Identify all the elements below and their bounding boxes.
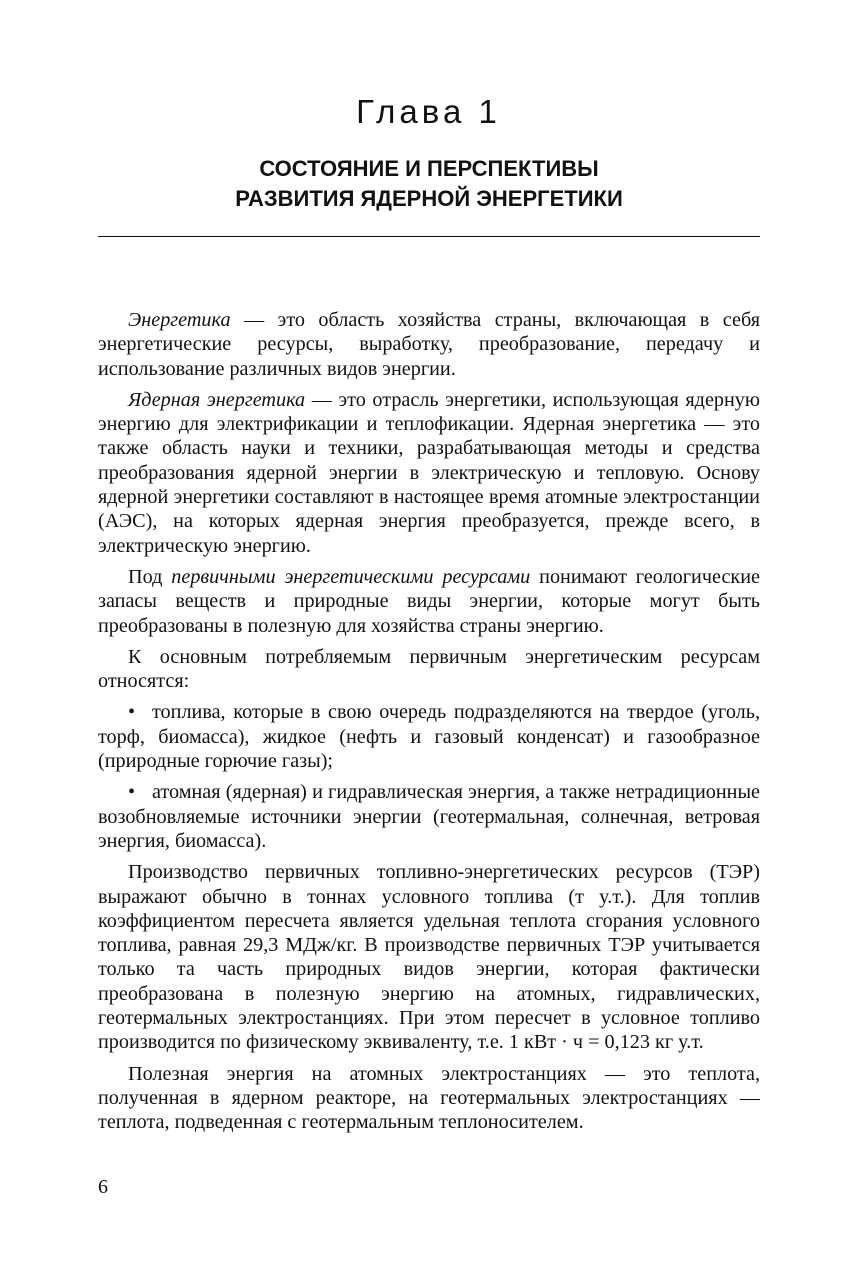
list-item xyxy=(98,700,760,773)
chapter-title-line-1: СОСТОЯНИЕ И ПЕРСПЕКТИВЫ xyxy=(259,156,599,181)
list-item-text: атомная (ядерная) и гидравлическая энергия, а также нетрадиционные возобновляемые источники энергии (геотермальная, солнечная, ветровая энергия, биомасса). xyxy=(98,781,760,852)
paragraph-text: — это область хозяйства страны, включающая в себя энергетические ресурсы, выработку, преобразование, передачу и использование различных видов энергии. xyxy=(98,309,760,380)
chapter-label: Глава 1 xyxy=(356,93,501,130)
list-item-text: топлива, которые в свою очередь подразделяются на твердое (уголь, торф, биомасса), жидкое (нефть и газовый конденсат) и газообразное (природные горючие газы); xyxy=(98,701,760,773)
paragraph-text: — это отрасль энергетики, использующая ядерную энергию для электрификации и теплофикации. Ядерная энергетика — это также область науки и техники, разрабатывающая методы и средства преобразования ядерной энергии в электрическую и тепловую. Основу ядерной энергетики составляют в настоящее время атомные электростанции (АЭС), на которых ядерная энергия преобразуется, прежде всего, в электрическую энергию. xyxy=(98,388,760,557)
chapter-title xyxy=(98,154,760,214)
paragraph-nuclear-energetics xyxy=(98,388,760,558)
bullet-marker: • xyxy=(128,701,136,724)
paragraph-text: понимают геологические запасы веществ и природные виды энергии, которые могут быть преобразованы в полезную для хозяйства страны энергию. xyxy=(98,565,760,637)
paragraph-ter-production: Производство первичных топливно-энергетических ресурсов (ТЭР) выражают обычно в тоннах условного топлива (т у.т.). Для топлив коэффициентом пересчета является удельная теплота сгорания условного топлива, равная 29,3 МДж/кг. В производстве первичных ТЭР учитывается только та часть природных видов энергии, которая фактически преобразована в полезную энергию на атомных, гидравлических, геотермальных электростанциях. При этом пересчет в условное топливо производится по физическому эквиваленту, т.е. 1 кВт · ч = 0,123 кг у.т. xyxy=(98,861,760,1054)
bullet-marker: • xyxy=(128,781,136,804)
body-text xyxy=(98,308,760,1142)
title-divider xyxy=(98,236,760,237)
paragraph-primary-resources xyxy=(98,565,760,638)
page-number: 6 xyxy=(98,1176,108,1198)
paragraph-resource-list-intro: К основным потребляемым первичным энергетическим ресурсам относятся: xyxy=(98,645,760,693)
list-item xyxy=(98,780,760,853)
paragraph-prefix: Под xyxy=(128,565,172,588)
paragraph-energetics xyxy=(98,308,760,381)
term-energetics: Энергетика xyxy=(128,309,231,331)
chapter-title-line-2: РАЗВИТИЯ ЯДЕРНОЙ ЭНЕРГЕТИКИ xyxy=(235,186,623,211)
term-nuclear-energetics: Ядерная энергетика xyxy=(128,388,306,411)
paragraph-useful-energy: Полезная энергия на атомных электростанциях — это теплота, полученная в ядерном реакторе, на геотермальных электростанциях — теплота, подведенная с геотермальным теплоносителем. xyxy=(98,1062,760,1134)
term-primary-resources: первичными энергетическими ресурсами xyxy=(171,565,531,588)
